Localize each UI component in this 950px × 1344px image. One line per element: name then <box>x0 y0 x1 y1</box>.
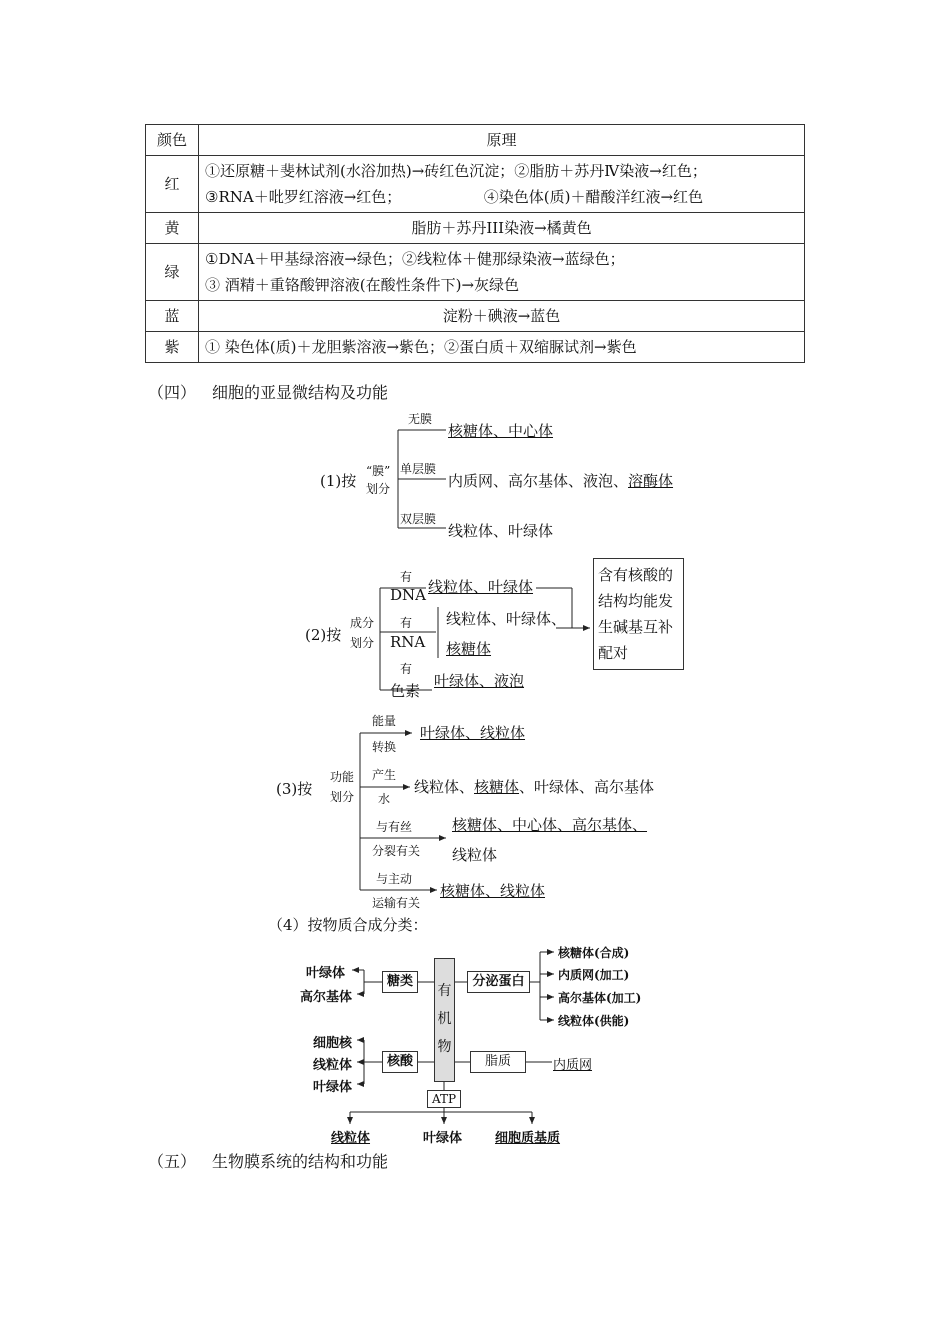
d2-b1-items: 线粒体、叶绿体 <box>428 578 534 596</box>
d4-atp-item: 叶绿体 <box>423 1131 463 1146</box>
principle-line: ①DNA＋甲基绿溶液→绿色；②线粒体＋健那绿染液→蓝绿色； <box>205 250 625 268</box>
section4-title: 细胞的亚显微结构及功能 <box>212 383 389 402</box>
d4-protein-box: 分泌蛋白 <box>467 971 530 993</box>
d1-branch-double-membrane: 双层膜 <box>400 512 437 526</box>
d3-b1-bottom: 转换 <box>372 740 397 754</box>
d2-b2-items1: 线粒体、叶绿体、 <box>446 610 567 628</box>
d4-lipid-item: 内质网 <box>553 1058 593 1073</box>
d1-double-membrane-items: 线粒体、叶绿体 <box>448 522 554 540</box>
d2-b2-top: 有 <box>400 616 413 630</box>
d4-nucleic-item: 细胞核 <box>313 1036 353 1051</box>
d4-sugar-item: 叶绿体 <box>306 966 346 981</box>
d3-b3-top: 与有丝 <box>376 820 413 834</box>
d3-b1-items: 叶绿体、线粒体 <box>420 724 526 742</box>
d4-atp-item: 线粒体 <box>331 1131 371 1146</box>
section5-label: （五） <box>148 1152 197 1171</box>
d3-b4-top: 与主动 <box>376 872 413 886</box>
d3-b4-bottom: 运输有关 <box>372 896 421 910</box>
d4-protein-item: 核糖体(合成) <box>558 946 630 960</box>
d2-b2-items2: 核糖体 <box>446 640 492 658</box>
d2-prefix: (2)按 <box>305 626 342 644</box>
d4-center-char: 有 <box>437 983 452 999</box>
d3-b4-items: 核糖体、线粒体 <box>440 882 546 900</box>
d4-center-char: 物 <box>437 1039 452 1055</box>
d4-atp-item: 细胞质基质 <box>495 1131 561 1146</box>
d1-single-membrane-items <box>448 470 673 491</box>
d3-b2-top: 产生 <box>372 768 397 782</box>
d3-key-top: 功能 <box>330 770 355 784</box>
section4-label: （四） <box>148 383 197 402</box>
d1-single-items-a: 内质网、高尔基体、液泡、 <box>448 472 629 490</box>
d2-key-bottom: 划分 <box>350 636 375 650</box>
d1-key-bottom: 划分 <box>366 482 391 496</box>
d4-protein-item: 线粒体(供能) <box>558 1014 630 1028</box>
row-color: 绿 <box>146 244 199 301</box>
d3-b2-bottom: 水 <box>378 792 391 806</box>
row-principle: 淀粉＋碘液→蓝色 <box>199 301 805 332</box>
d4-title: （4）按物质合成分类： <box>268 916 428 934</box>
d4-lipid-box: 脂质 <box>470 1051 526 1073</box>
d2-b1-top: 有 <box>400 570 413 584</box>
d4-center-char: 机 <box>437 1011 452 1027</box>
d2-conclusion-line: 生碱基互补 <box>598 618 674 636</box>
d2-conclusion-line: 结构均能发 <box>598 592 674 610</box>
row-color: 紫 <box>146 332 199 363</box>
d1-prefix: (1)按 <box>320 472 357 490</box>
d3-prefix: (3)按 <box>276 780 313 798</box>
d3-b1-top: 能量 <box>372 714 397 728</box>
d1-no-membrane-items: 核糖体、中心体 <box>448 422 554 440</box>
d2-b3-bottom: 色素 <box>390 682 421 700</box>
section5-title: 生物膜系统的结构和功能 <box>212 1152 389 1171</box>
d3-b3-bottom: 分裂有关 <box>372 844 421 858</box>
d2-b2-bottom: RNA <box>390 633 426 651</box>
d3-b2-items <box>414 776 654 797</box>
header-color: 颜色 <box>146 125 199 156</box>
row-principle: 脂肪＋苏丹III染液→橘黄色 <box>199 213 805 244</box>
row-color: 黄 <box>146 213 199 244</box>
d1-single-items-b: 溶酶体 <box>628 472 674 490</box>
row-color: 红 <box>146 156 199 213</box>
d3-b3-items2: 线粒体 <box>452 846 498 864</box>
d4-protein-item: 高尔基体(加工) <box>558 991 642 1005</box>
d3-b2-items-b: 核糖体 <box>474 778 520 796</box>
d3-b2-items-c: 、叶绿体、高尔基体 <box>519 778 655 796</box>
d1-branch-no-membrane: 无膜 <box>408 412 433 426</box>
d2-conclusion-line: 配对 <box>598 644 629 662</box>
d2-conclusion-box <box>593 558 684 670</box>
d4-nucleic-item: 叶绿体 <box>313 1080 353 1095</box>
row-color: 蓝 <box>146 301 199 332</box>
d2-b1-bottom: DNA <box>390 586 426 604</box>
header-principle: 原理 <box>199 125 805 156</box>
d1-key-top: “膜” <box>366 464 391 478</box>
d4-nucleic-box: 核酸 <box>382 1051 418 1073</box>
d2-b3-top: 有 <box>400 662 413 676</box>
d4-nucleic-item: 线粒体 <box>313 1058 353 1073</box>
d4-sugar-item: 高尔基体 <box>300 990 353 1005</box>
d4-center-box <box>434 958 455 1082</box>
d4-protein-item: 内质网(加工) <box>558 968 630 982</box>
d2-key-top: 成分 <box>350 616 375 630</box>
d2-b3-items: 叶绿体、液泡 <box>434 672 525 690</box>
d3-key-bottom: 划分 <box>330 790 355 804</box>
d2-conclusion-line: 含有核酸的 <box>598 566 674 584</box>
d1-branch-single-membrane: 单层膜 <box>400 462 437 476</box>
row-principle: ① 染色体(质)＋龙胆紫溶液→紫色；②蛋白质＋双缩脲试剂→紫色 <box>199 332 805 363</box>
principle-line: ③ 酒精＋重铬酸钾溶液(在酸性条件下)→灰绿色 <box>205 276 520 294</box>
d4-atp-box: ATP <box>427 1090 461 1108</box>
d3-b2-items-a: 线粒体、 <box>414 778 475 796</box>
d3-b3-items1: 核糖体、中心体、高尔基体、 <box>452 816 648 834</box>
principle-line: ①还原糖＋斐林试剂(水浴加热)→砖红色沉淀；②脂肪＋苏丹Ⅳ染液→红色； <box>205 162 707 180</box>
principle-line: ③RNA＋吡罗红溶液→红色； ④染色体(质)＋醋酸洋红液→红色 <box>205 188 704 206</box>
d4-sugar-box: 糖类 <box>382 971 418 993</box>
